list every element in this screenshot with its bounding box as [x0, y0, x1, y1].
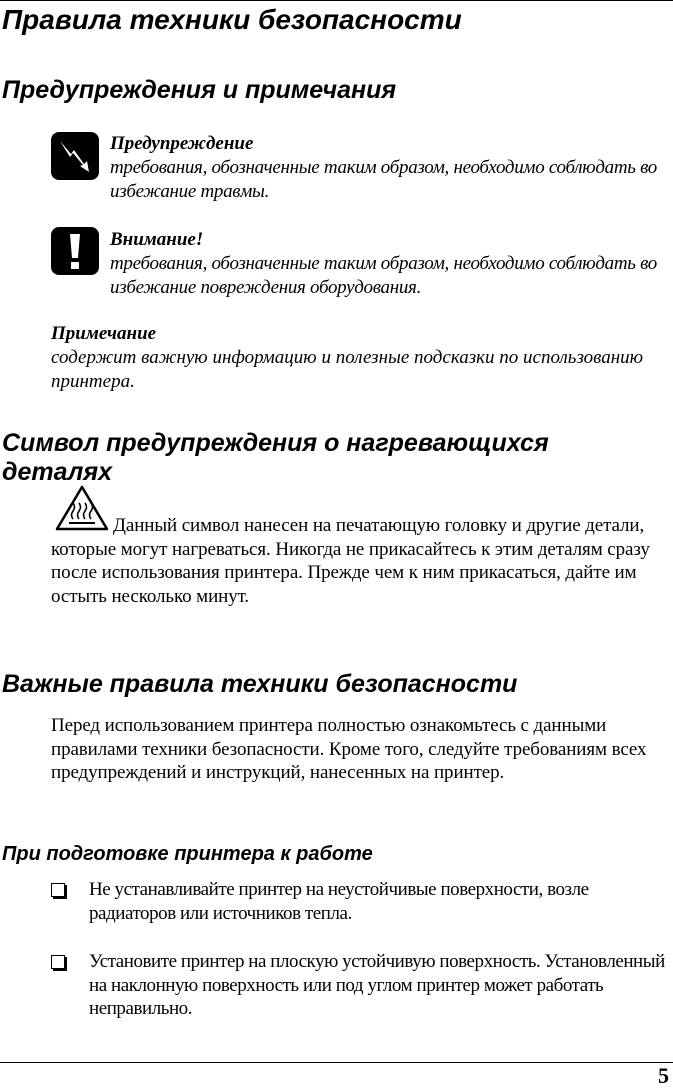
note-title: Примечание [51, 323, 157, 344]
hot-parts-heading-line1: Символ предупреждения о нагревающихся [2, 429, 549, 457]
list-item: Не устанавливайте принтер на неустойчивые поверхности, возле радиаторов или источников тепла. [89, 879, 589, 924]
hot-parts-heading-line2: деталях [2, 458, 112, 486]
top-rule [0, 0, 673, 1]
important-rules-text: Перед использованием принтера полностью ознакомьтесь с данными правилами техники безопасности. Кроме того, следуйте требованиям всех предупреждений и инструкций, нанесенных на принтер. [51, 715, 647, 783]
checkbox-bullet-icon [51, 883, 65, 897]
page-number: 5 [658, 1063, 669, 1088]
preparation-heading: При подготовке принтера к работе [2, 843, 373, 865]
important-rules-heading: Важные правила техники безопасности [2, 670, 518, 698]
exclamation-caution-icon [51, 227, 99, 275]
bottom-rule [0, 1062, 673, 1063]
checkbox-bullet-icon [51, 955, 65, 969]
warning-text: требования, обозначенные таким образом, необходимо соблюдать во избежание травмы. [110, 157, 657, 202]
caution-text: требования, обозначенные таким образом, необходимо соблюдать во избежание повреждения оборудования. [110, 253, 657, 298]
warnings-heading: Предупреждения и примечания [2, 76, 397, 104]
note-text: содержит важную информацию и полезные подсказки по использованию принтера. [51, 347, 644, 392]
page-title: Правила техники безопасности [2, 4, 462, 35]
warning-title: Предупреждение [110, 133, 254, 154]
caution-title: Внимание! [110, 229, 204, 250]
lightning-warning-icon [51, 132, 99, 180]
hot-parts-text: Данный символ нанесен на печатающую головку и другие детали, которые могут нагреваться. Никогда не прикасайтесь к этим деталям сразу после использования принтера. Прежде чем к ним прикасаться, дайте им остыть несколько минут. [51, 515, 650, 607]
list-item: Установите принтер на плоскую устойчивую поверхность. Установленный на наклонную поверхность или под углом принтер может работать неправильно. [89, 951, 665, 1019]
